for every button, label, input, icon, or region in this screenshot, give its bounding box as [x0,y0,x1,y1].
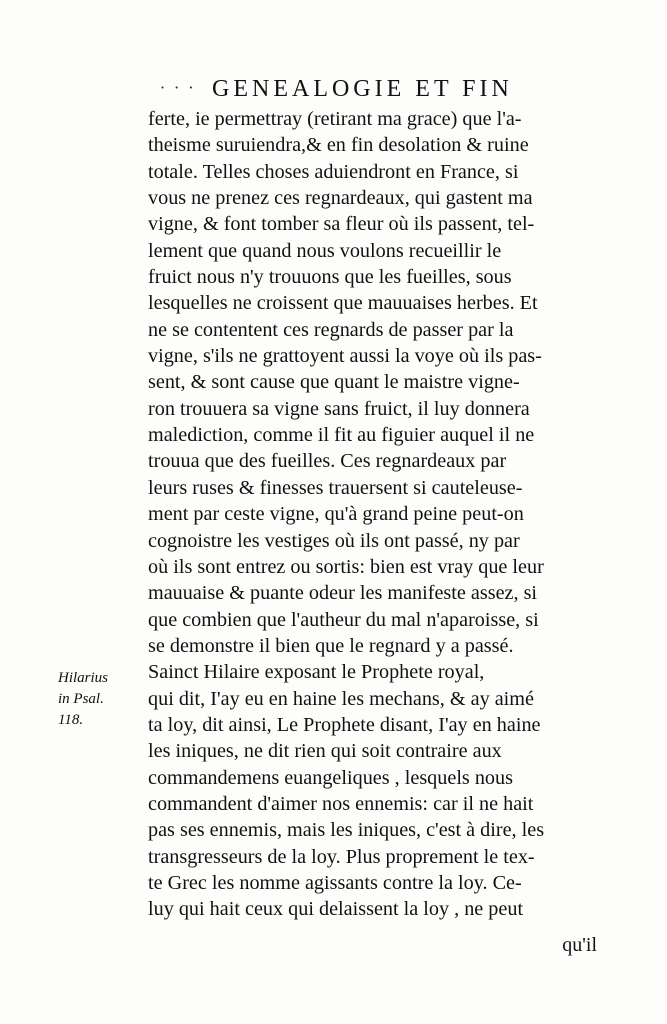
text-line: leurs ruses & finesses trauersent si cauteleuse- [148,476,523,499]
text-line: lement que quand nous voulons recueillir le [148,239,502,262]
text-line: qui dit, I'ay eu en haine les mechans, & ay aimé [148,687,534,710]
margin-note-line: Hilarius [58,670,109,686]
text-line: malediction, comme il fit au figuier auquel il ne [148,424,535,447]
text-line: commandent d'aimer nos ennemis: car il ne hait [148,792,534,815]
text-line: theisme suruiendra,& en fin desolation & ruine [148,134,529,157]
margin-note-line: in Psal. [58,691,104,707]
margin-note-line: 118. [58,712,84,728]
text-line: trouua que des fueilles. Ces regnardeaux par [148,450,507,473]
text-line: cognoistre les vestiges où ils ont passé, ny par [148,529,520,552]
text-line: vigne, s'ils ne grattoyent aussi la voye où ils pas- [148,345,542,368]
text-line: ron trouuera sa vigne sans fruict, il luy donnera [148,397,530,420]
text-line: transgresseurs de la loy. Plus proprement le tex- [148,845,535,868]
text-line: Sainct Hilaire exposant le Prophete royal, [148,661,485,684]
running-head: GENEALOGIE ET FIN [212,76,513,102]
text-line: que combien que l'autheur du mal n'aparoisse, si [148,608,539,631]
text-line: ferte, ie permettray (retirant ma grace) que l'a- [148,108,522,130]
text-line: totale. Telles choses aduiendront en France, si [148,160,519,183]
text-line: ment par ceste vigne, qu'à grand peine peut-on [148,503,524,526]
text-line: te Grec les nomme agissants contre la loy. Ce- [148,871,522,894]
text-line: commandemens euangeliques , lesquels nous [148,766,513,789]
text-line: se demonstre il bien que le regnard y a passé. [148,634,514,657]
text-line: les iniques, ne dit rien qui soit contraire aux [148,740,502,763]
margin-note [58,668,148,731]
text-line: ne se contentent ces regnards de passer par la [148,318,514,341]
catchword: qu'il [562,934,597,956]
text-line: vous ne prenez ces regnardeaux, qui gastent ma [148,187,533,210]
text-line: où ils sont entrez ou sortis: bien est vray que leur [148,555,544,578]
text-line: sent, & sont cause que quant le maistre vigne- [148,371,520,394]
text-line: fruict nous n'y trouuons que les fueilles, sous [148,266,512,289]
text-line: vigne, & font tomber sa fleur où ils passent, tel- [148,213,535,236]
header-marks: · · · [160,78,196,97]
text-line: ta loy, dit ainsi, Le Prophete disant, I'ay en haine [148,713,541,736]
text-line: pas ses ennemis, mais les iniques, c'est à dire, les [148,819,545,842]
text-line: mauuaise & puante odeur les manifeste assez, si [148,582,538,605]
text-line: luy qui hait ceux qui delaissent la loy , ne peut [148,898,524,921]
text-line: lesquelles ne croissent que mauuaises herbes. Et [148,292,538,315]
body-text [148,106,600,923]
